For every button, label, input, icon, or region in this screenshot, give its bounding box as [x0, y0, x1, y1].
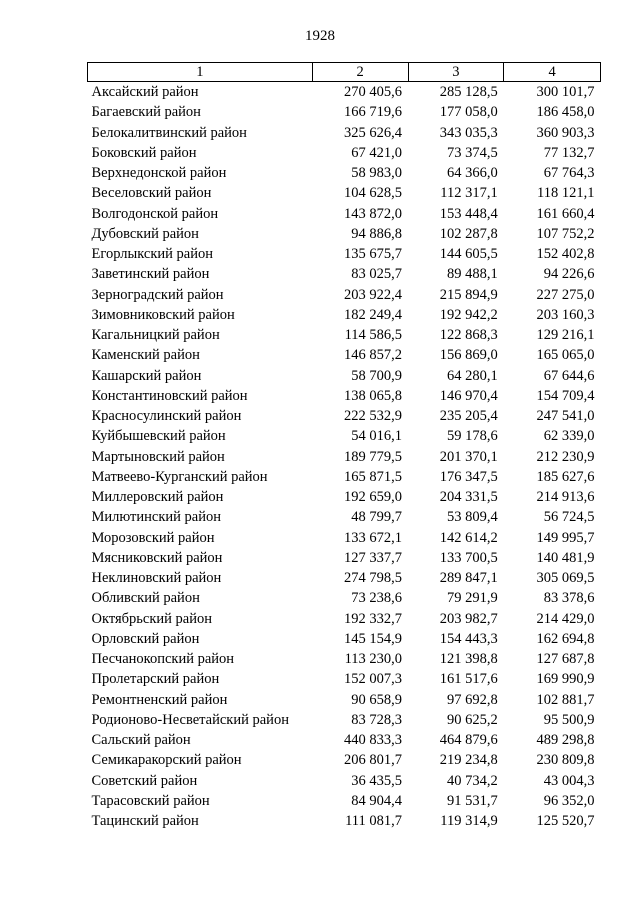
table-row — [88, 669, 601, 689]
value-col3-cell: 97 692,8 — [447, 691, 498, 708]
district-name-cell: Каменский район — [91, 347, 200, 364]
value-col4-cell: 186 458,0 — [536, 104, 595, 121]
value-col3-cell: 177 058,0 — [439, 104, 498, 121]
table-row — [88, 447, 601, 467]
table-row — [88, 345, 601, 365]
district-name-cell: Родионово-Несветайский район — [91, 711, 289, 728]
value-col4-cell: 77 132,7 — [543, 144, 595, 161]
district-name-cell: Орловский район — [91, 630, 200, 647]
table-row — [88, 710, 601, 730]
table-body — [88, 82, 601, 832]
value-col2-cell: 84 904,4 — [351, 792, 403, 809]
district-name-cell: Тарасовский район — [91, 792, 210, 809]
value-col4-cell: 129 216,1 — [536, 327, 595, 344]
district-name-cell: Сальский район — [91, 732, 191, 749]
value-col2-cell: 274 798,5 — [344, 570, 403, 587]
value-col4-cell: 107 752,2 — [536, 225, 595, 242]
value-col4-cell: 62 339,0 — [543, 428, 595, 445]
value-col2-cell: 111 081,7 — [345, 813, 403, 830]
value-col4-cell: 127 687,8 — [536, 651, 595, 668]
table-row — [88, 791, 601, 811]
district-name-cell: Морозовский район — [91, 529, 215, 546]
value-col3-cell: 153 448,4 — [439, 205, 498, 222]
district-name-cell: Аксайский район — [91, 84, 199, 101]
value-col4-cell: 83 378,6 — [543, 590, 595, 607]
value-col3-cell: 40 734,2 — [447, 772, 498, 789]
value-col2-cell: 67 421,0 — [351, 144, 403, 161]
table-row — [88, 325, 601, 345]
table-row — [88, 690, 601, 710]
value-col2-cell: 192 659,0 — [344, 489, 403, 506]
value-col4-cell: 214 429,0 — [536, 610, 595, 627]
value-col3-cell: 73 374,5 — [447, 144, 498, 161]
table-row — [88, 143, 601, 163]
value-col2-cell: 166 719,6 — [344, 104, 403, 121]
value-col3-cell: 343 035,3 — [439, 124, 498, 141]
district-name-cell: Зерноградский район — [91, 286, 224, 303]
table-row — [88, 406, 601, 426]
table-row — [88, 426, 601, 446]
value-col2-cell: 113 230,0 — [344, 651, 403, 668]
value-col3-cell: 64 280,1 — [447, 367, 498, 384]
value-col4-cell: 169 990,9 — [536, 671, 595, 688]
value-col2-cell: 189 779,5 — [344, 448, 403, 465]
value-col2-cell: 206 801,7 — [344, 752, 403, 769]
district-name-cell: Кагальницкий район — [91, 327, 220, 344]
value-col2-cell: 182 249,4 — [344, 306, 403, 323]
page-number: 1928 — [305, 28, 335, 44]
district-name-cell: Красносулинский район — [91, 408, 242, 425]
value-col4-cell: 300 101,7 — [536, 84, 595, 101]
value-col2-cell: 83 025,7 — [351, 266, 403, 283]
value-col2-cell: 104 628,5 — [344, 185, 403, 202]
table-row — [88, 244, 601, 264]
value-col2-cell: 94 886,8 — [351, 225, 403, 242]
table-row — [88, 750, 601, 770]
value-col4-cell: 118 121,1 — [537, 185, 595, 202]
value-col2-cell: 152 007,3 — [344, 671, 403, 688]
value-col2-cell: 192 332,7 — [344, 610, 403, 627]
value-col4-cell: 102 881,7 — [536, 691, 595, 708]
table-row — [88, 528, 601, 548]
district-name-cell: Веселовский район — [91, 185, 212, 202]
value-col2-cell: 135 675,7 — [344, 246, 403, 263]
data-table — [87, 62, 601, 831]
district-name-cell: Константиновский район — [91, 387, 248, 404]
value-col3-cell: 285 128,5 — [439, 84, 498, 101]
district-name-cell: Дубовский район — [91, 225, 199, 242]
value-col3-cell: 90 625,2 — [447, 711, 498, 728]
district-name-cell: Мясниковский район — [91, 549, 223, 566]
value-col3-cell: 121 398,8 — [439, 651, 498, 668]
value-col2-cell: 58 983,0 — [351, 165, 403, 182]
value-col2-cell: 143 872,0 — [344, 205, 403, 222]
value-col2-cell: 90 658,9 — [351, 691, 403, 708]
table-row — [88, 730, 601, 750]
value-col3-cell: 154 443,3 — [439, 630, 498, 647]
value-col4-cell: 43 004,3 — [543, 772, 595, 789]
value-col4-cell: 67 644,6 — [543, 367, 595, 384]
district-name-cell: Куйбышевский район — [91, 428, 226, 445]
value-col3-cell: 215 894,9 — [439, 286, 498, 303]
district-name-cell: Егорлыкский район — [91, 246, 213, 263]
value-col2-cell: 36 435,5 — [351, 772, 403, 789]
table-row — [88, 285, 601, 305]
table-row — [88, 609, 601, 629]
district-name-cell: Миллеровский район — [91, 489, 224, 506]
value-col2-cell: 83 728,3 — [351, 711, 403, 728]
value-col2-cell: 54 016,1 — [351, 428, 403, 445]
table-row — [88, 811, 601, 831]
value-col4-cell: 214 913,6 — [536, 489, 595, 506]
value-col3-cell: 219 234,8 — [439, 752, 498, 769]
district-name-cell: Семикаракорский район — [91, 752, 242, 769]
value-col4-cell: 185 627,6 — [536, 468, 595, 485]
value-col2-cell: 138 065,8 — [344, 387, 403, 404]
district-name-cell: Белокалитвинский район — [91, 124, 247, 141]
value-col3-cell: 133 700,5 — [439, 549, 498, 566]
value-col4-cell: 56 724,5 — [543, 509, 595, 526]
value-col3-cell: 119 314,9 — [440, 813, 498, 830]
column-header-3: 3 — [408, 63, 504, 82]
table-row — [88, 305, 601, 325]
value-col2-cell: 73 238,6 — [351, 590, 403, 607]
value-col3-cell: 91 531,7 — [447, 792, 498, 809]
value-col3-cell: 122 868,3 — [439, 327, 498, 344]
district-name-cell: Заветинский район — [91, 266, 210, 283]
table-row — [88, 204, 601, 224]
value-col2-cell: 114 586,5 — [344, 327, 403, 344]
value-col4-cell: 152 402,8 — [536, 246, 595, 263]
value-col2-cell: 270 405,6 — [344, 84, 403, 101]
value-col3-cell: 146 970,4 — [439, 387, 498, 404]
table-header — [88, 63, 601, 82]
district-name-cell: Неклиновский район — [91, 570, 222, 587]
district-name-cell: Октябрьский район — [91, 610, 212, 627]
value-col3-cell: 64 366,0 — [447, 165, 498, 182]
value-col3-cell: 204 331,5 — [439, 489, 498, 506]
table-row — [88, 102, 601, 122]
column-header-2: 2 — [312, 63, 408, 82]
value-col3-cell: 192 942,2 — [439, 306, 498, 323]
value-col3-cell: 89 488,1 — [447, 266, 498, 283]
district-name-cell: Боковский район — [91, 144, 197, 161]
value-col3-cell: 59 178,6 — [447, 428, 498, 445]
district-name-cell: Кашарский район — [91, 367, 202, 384]
value-col3-cell: 235 205,4 — [439, 408, 498, 425]
value-col2-cell: 440 833,3 — [344, 732, 403, 749]
value-col3-cell: 464 879,6 — [439, 732, 498, 749]
table-row — [88, 629, 601, 649]
value-col4-cell: 161 660,4 — [536, 205, 595, 222]
value-col3-cell: 53 809,4 — [447, 509, 498, 526]
value-col4-cell: 125 520,7 — [536, 813, 595, 830]
table-row — [88, 366, 601, 386]
district-name-cell: Тацинский район — [91, 813, 199, 830]
table-row — [88, 264, 601, 284]
value-col4-cell: 94 226,6 — [543, 266, 595, 283]
value-col4-cell: 154 709,4 — [536, 387, 595, 404]
value-col4-cell: 230 809,8 — [536, 752, 595, 769]
district-name-cell: Матвеево-Курганский район — [91, 468, 268, 485]
value-col3-cell: 144 605,5 — [439, 246, 498, 263]
value-col4-cell: 489 298,8 — [536, 732, 595, 749]
value-col2-cell: 127 337,7 — [344, 549, 403, 566]
value-col2-cell: 325 626,4 — [344, 124, 403, 141]
value-col4-cell: 165 065,0 — [536, 347, 595, 364]
value-col4-cell: 162 694,8 — [536, 630, 595, 647]
value-col4-cell: 227 275,0 — [536, 286, 595, 303]
value-col2-cell: 165 871,5 — [344, 468, 403, 485]
value-col3-cell: 142 614,2 — [439, 529, 498, 546]
value-col3-cell: 176 347,5 — [439, 468, 498, 485]
district-name-cell: Песчанокопский район — [91, 651, 235, 668]
district-name-cell: Верхнедонской район — [91, 165, 227, 182]
value-col4-cell: 305 069,5 — [536, 570, 595, 587]
value-col2-cell: 222 532,9 — [344, 408, 403, 425]
table-row — [88, 771, 601, 791]
table-row — [88, 588, 601, 608]
value-col4-cell: 360 903,3 — [536, 124, 595, 141]
value-col2-cell: 145 154,9 — [344, 630, 403, 647]
value-col3-cell: 112 317,1 — [440, 185, 498, 202]
district-name-cell: Мартыновский район — [91, 448, 225, 465]
value-col2-cell: 133 672,1 — [344, 529, 403, 546]
value-col3-cell: 161 517,6 — [439, 671, 498, 688]
value-col3-cell: 203 982,7 — [439, 610, 498, 627]
district-name-cell: Пролетарский район — [91, 671, 220, 688]
value-col2-cell: 146 857,2 — [344, 347, 403, 364]
value-col4-cell: 203 160,3 — [536, 306, 595, 323]
value-col3-cell: 156 869,0 — [439, 347, 498, 364]
table-row — [88, 183, 601, 203]
table-row — [88, 163, 601, 183]
value-col4-cell: 247 541,0 — [536, 408, 595, 425]
value-col2-cell: 58 700,9 — [351, 367, 403, 384]
table-row — [88, 568, 601, 588]
value-col4-cell: 140 481,9 — [536, 549, 595, 566]
district-name-cell: Волгодонской район — [91, 205, 219, 222]
table-row — [88, 82, 601, 103]
district-name-cell: Милютинский район — [91, 509, 221, 526]
value-col4-cell: 212 230,9 — [536, 448, 595, 465]
column-header-4: 4 — [504, 63, 601, 82]
column-header-1: 1 — [88, 63, 313, 82]
value-col4-cell: 149 995,7 — [536, 529, 595, 546]
table-row — [88, 386, 601, 406]
value-col2-cell: 203 922,4 — [344, 286, 403, 303]
table-row — [88, 123, 601, 143]
value-col3-cell: 201 370,1 — [439, 448, 498, 465]
table-row — [88, 224, 601, 244]
table-row — [88, 507, 601, 527]
value-col3-cell: 289 847,1 — [439, 570, 498, 587]
value-col4-cell: 95 500,9 — [543, 711, 595, 728]
header-row — [88, 63, 601, 82]
table-row — [88, 487, 601, 507]
district-name-cell: Ремонтненский район — [91, 691, 228, 708]
district-name-cell: Советский район — [91, 772, 198, 789]
table-row — [88, 548, 601, 568]
value-col4-cell: 96 352,0 — [543, 792, 595, 809]
district-name-cell: Зимовниковский район — [91, 306, 235, 323]
value-col4-cell: 67 764,3 — [543, 165, 595, 182]
value-col3-cell: 79 291,9 — [447, 590, 498, 607]
value-col2-cell: 48 799,7 — [351, 509, 403, 526]
district-name-cell: Багаевский район — [91, 104, 201, 121]
table-row — [88, 467, 601, 487]
district-name-cell: Обливский район — [91, 590, 200, 607]
value-col3-cell: 102 287,8 — [439, 225, 498, 242]
table-row — [88, 649, 601, 669]
